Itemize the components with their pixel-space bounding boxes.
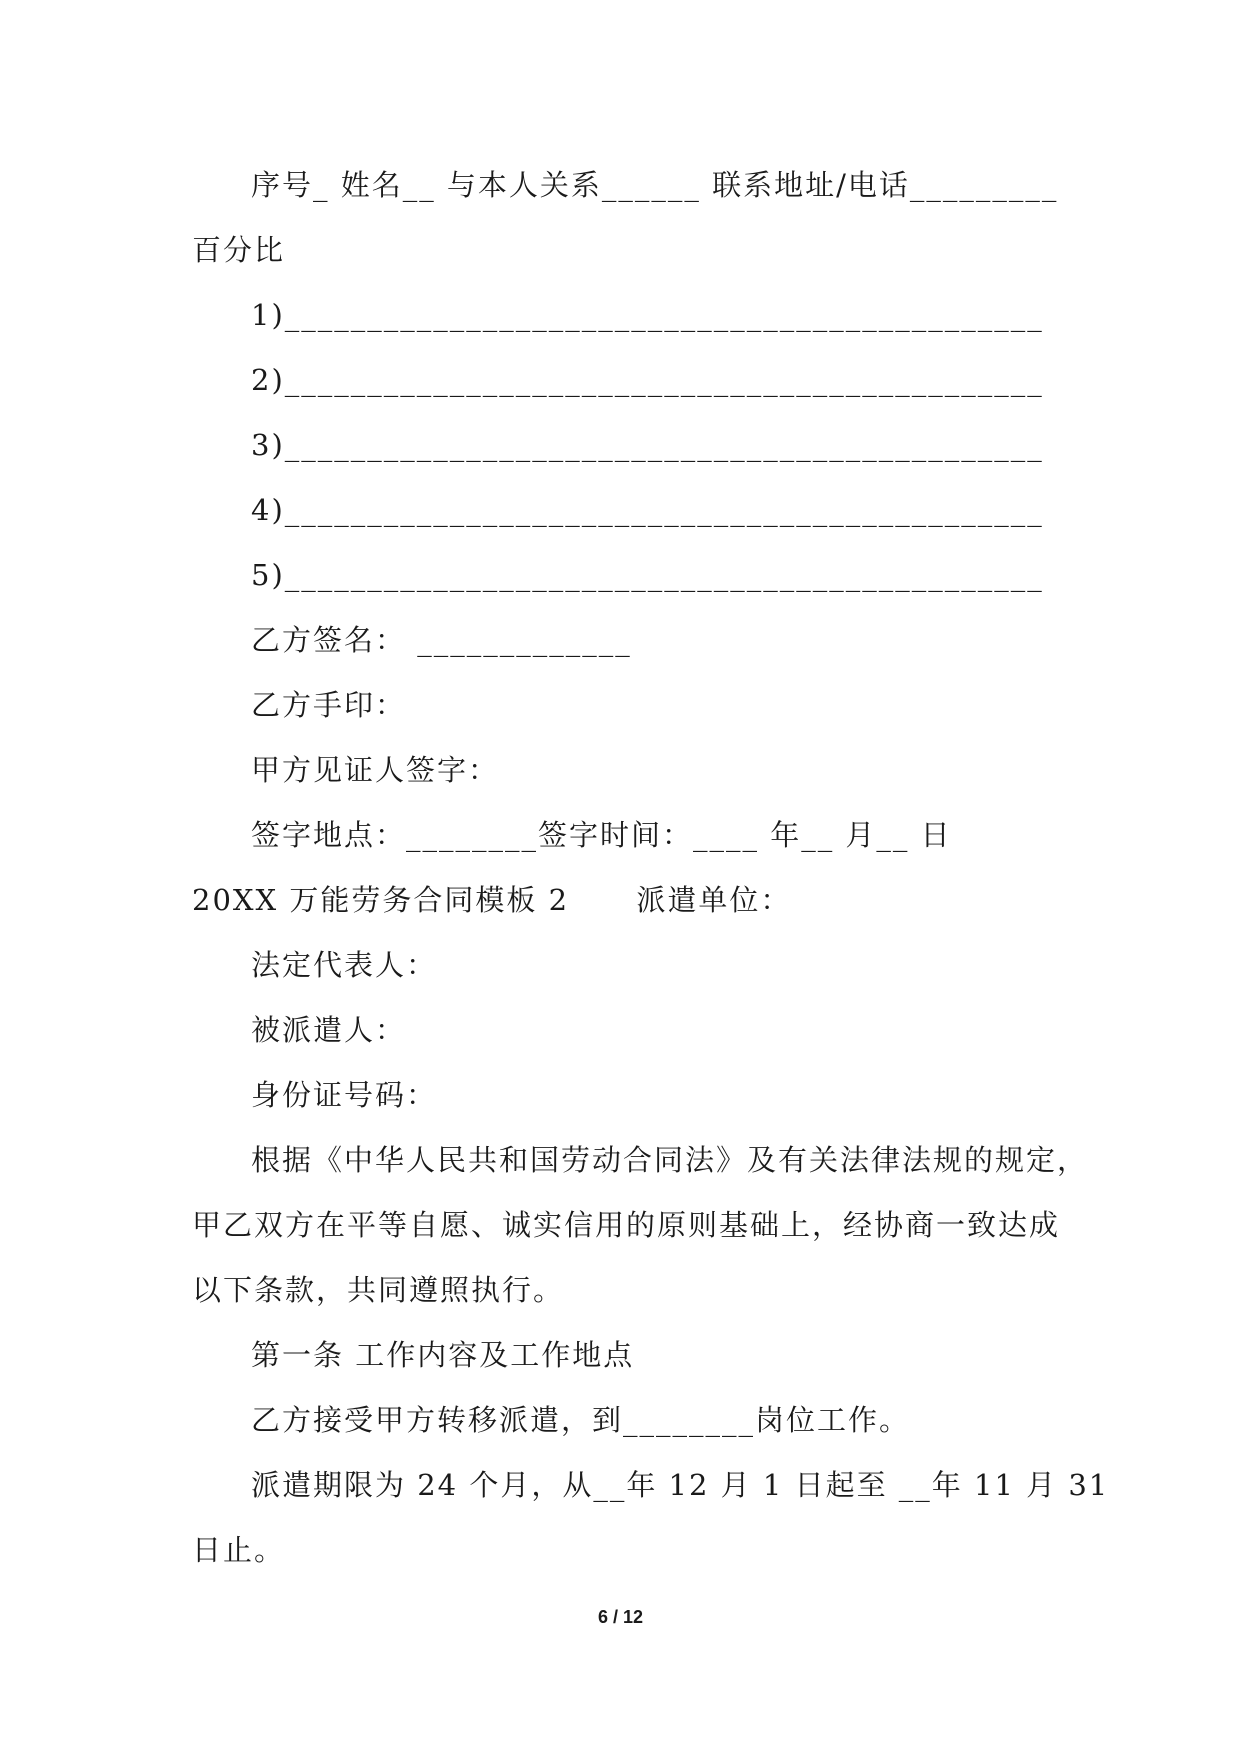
beneficiary-row-3: 3)______________________________________________ [251,428,1044,462]
party-b-fingerprint-line: 乙方手印： [251,688,407,722]
id-number-line: 身份证号码： [251,1078,438,1112]
page-number: 6 / 12 [597,1607,644,1627]
paragraph-line-2: 甲乙双方在平等自愿、诚实信用的原则基础上，经协商一致达成 [192,1208,1061,1242]
beneficiary-row-5: 5)______________________________________________ [251,558,1044,592]
dispatched-person-line: 被派遣人： [251,1013,407,1047]
beneficiary-row-4: 4)______________________________________________ [251,493,1044,527]
paragraph-line-1: 根据《中华人民共和国劳动合同法》及有关法律法规的规定， [251,1143,1089,1177]
party-b-signature-line: 乙方签名： _____________ [251,623,632,657]
paragraph-line-3: 以下条款，共同遵照执行。 [192,1273,565,1307]
beneficiary-row-1: 1)______________________________________________ [251,298,1044,332]
template-heading-line: 20XX 万能劳务合同模板 2 派遣单位： [192,883,792,917]
article-one-heading: 第一条 工作内容及工作地点 [251,1338,635,1372]
signing-place-time-line: 签字地点：________签字时间：____ 年__ 月__ 日 [251,818,952,852]
beneficiary-header-line: 序号_ 姓名__ 与本人关系______ 联系地址/电话_________ [251,168,1059,202]
party-a-witness-line: 甲方见证人签字： [251,753,500,787]
dispatch-period-end-line: 日止。 [192,1533,286,1567]
percentage-label: 百分比 [192,233,286,267]
article-one-position-line: 乙方接受甲方转移派遣，到________岗位工作。 [251,1403,911,1437]
dispatch-period-line: 派遣期限为 24 个月，从__年 12 月 1 日起至 __年 11 月 31 [251,1468,1110,1502]
legal-representative-line: 法定代表人： [251,948,438,982]
beneficiary-row-2: 2)______________________________________________ [251,363,1044,397]
